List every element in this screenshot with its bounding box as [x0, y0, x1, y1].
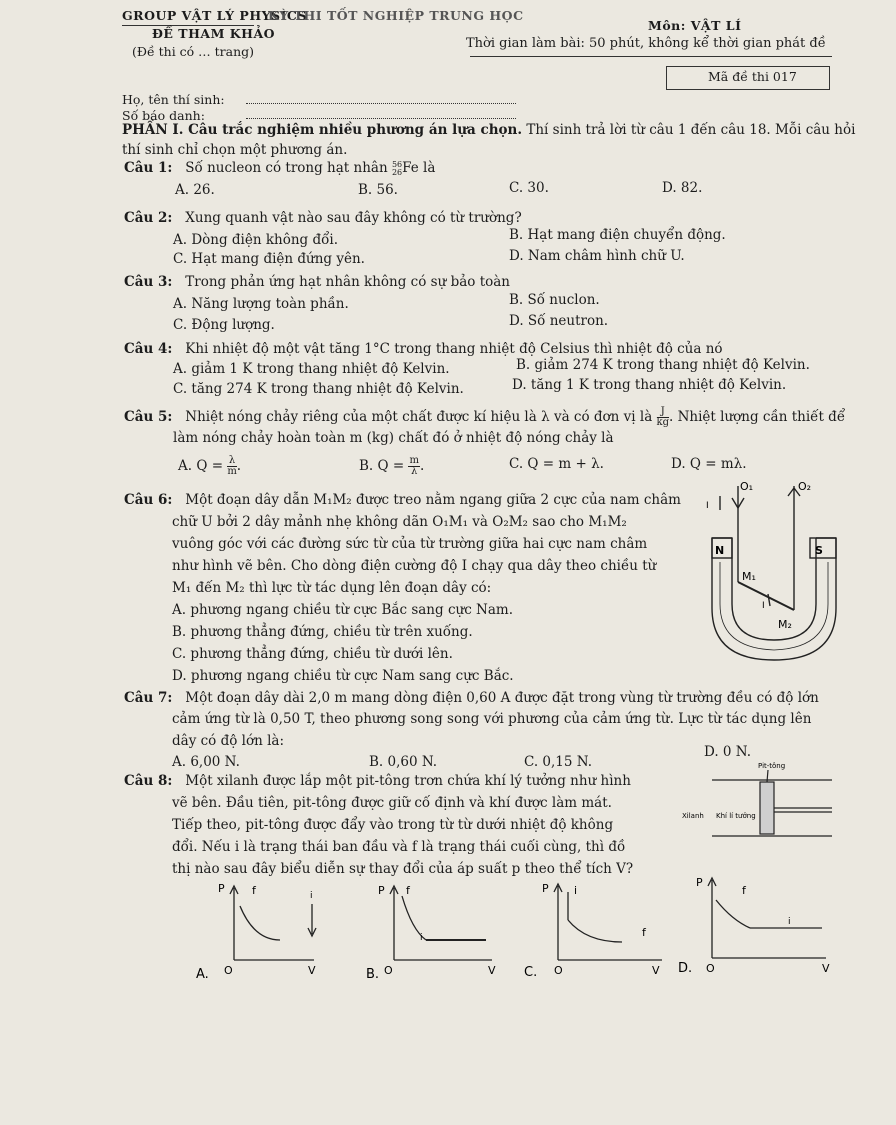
graph-c[interactable]: [522, 880, 682, 980]
q8-stem-4: đổi. Nếu i là trạng thái ban đầu và f là trạng thái cuối cùng, thì đồ: [172, 839, 626, 855]
label-cylinder: Xilanh: [682, 812, 704, 820]
svg-text:f: f: [742, 884, 746, 897]
q6-stem-3: vuông góc với các đường sức từ của từ trường giữa hai cực nam châm: [172, 536, 648, 552]
q2-option-a[interactable]: A. Dòng điện không đổi.: [173, 232, 338, 248]
q4-option-c[interactable]: C. tăng 274 K trong thang nhiệt độ Kelvin.: [173, 381, 464, 397]
name-field: [246, 103, 516, 104]
q7-stem-2: cảm ứng từ là 0,50 T, theo phương song song với phương của cảm ứng từ. Lực từ tác dụng lên: [172, 711, 812, 727]
sbd-field: [246, 118, 516, 119]
q1-option-a[interactable]: A. 26.: [175, 182, 215, 198]
q6-option-b[interactable]: B. phương thẳng đứng, chiều từ trên xuống.: [172, 624, 473, 640]
subject: Môn: VẬT LÍ: [648, 18, 742, 33]
graph-a[interactable]: [196, 882, 336, 982]
q3-option-b[interactable]: B. Số nuclon.: [509, 292, 600, 308]
svg-text:P: P: [218, 882, 225, 895]
svg-text:C.: C.: [524, 965, 538, 980]
reference-label: ĐỀ THAM KHẢO: [152, 26, 276, 41]
svg-text:B.: B.: [366, 967, 380, 982]
svg-text:f: f: [252, 884, 256, 897]
svg-text:P: P: [696, 876, 703, 889]
q6-option-a[interactable]: A. phương ngang chiều từ cực Bắc sang cực Nam.: [172, 602, 514, 618]
q3-option-c[interactable]: C. Động lượng.: [173, 317, 275, 333]
svg-text:V: V: [308, 964, 316, 977]
svg-text:O: O: [554, 964, 563, 977]
q6-stem-5: M₁ đến M₂ thì lực từ tác dụng lên đoạn dây có:: [172, 580, 492, 596]
q5-option-d[interactable]: D. Q = mλ.: [671, 456, 747, 472]
q3-option-a[interactable]: A. Năng lượng toàn phần.: [173, 296, 349, 312]
q8-stem-1: Câu 8: Một xilanh được lắp một pit-tông trơn chứa khí lý tưởng như hình: [124, 773, 631, 789]
u-magnet-figure: [690, 476, 850, 676]
q1-option-c[interactable]: C. 30.: [509, 180, 549, 196]
q5-stem: Câu 5: Nhiệt nóng chảy riêng của một chất được kí hiệu là λ và có đơn vị là $\frac{J}{kg}$ . Nhiệt lượng cần thiết để: [124, 406, 846, 428]
q5-option-b[interactable]: B. Q = $\frac{m}{\lambda}$ .: [359, 455, 425, 477]
q6-option-d[interactable]: D. phương ngang chiều từ cực Nam sang cực Bắc.: [172, 668, 514, 684]
label-piston: Pit-tông: [758, 762, 786, 770]
q4-stem: Câu 4: Khi nhiệt độ một vật tăng 1°C trong thang nhiệt độ Celsius thì nhiệt độ của nó: [124, 341, 723, 357]
time-underline: [470, 56, 832, 57]
q5-option-a[interactable]: A. Q = $\frac{\lambda}{m}$ .: [178, 455, 242, 477]
svg-text:i: i: [310, 891, 313, 901]
q1-option-b[interactable]: B. 56.: [358, 182, 398, 198]
svg-text:i: i: [788, 917, 791, 927]
time-limit: Thời gian làm bài: 50 phút, không kể thời gian phát đề: [466, 36, 826, 51]
svg-text:V: V: [488, 964, 496, 977]
q7-option-d[interactable]: D. 0 N.: [704, 744, 752, 760]
svg-text:O: O: [384, 964, 393, 977]
svg-text:f: f: [642, 926, 646, 939]
svg-text:A.: A.: [196, 967, 209, 982]
q6-option-c[interactable]: C. phương thẳng đứng, chiều từ dưới lên.: [172, 646, 453, 662]
svg-text:P: P: [542, 882, 549, 895]
q5-stem-cont: làm nóng chảy hoàn toàn m (kg) chất đó ở nhiệt độ nóng chảy là: [173, 430, 614, 446]
label-o2: O₂: [798, 480, 812, 493]
q7-stem-1: Câu 7: Một đoạn dây dài 2,0 m mang dòng điện 0,60 A được đặt trong vùng từ trường đều có độ lớn: [124, 690, 819, 706]
q6-stem-1: Câu 6: Một đoạn dây dẫn M₁M₂ được treo nằm ngang giữa 2 cực của nam châm: [124, 492, 681, 508]
q4-option-d[interactable]: D. tăng 1 K trong thang nhiệt độ Kelvin.: [512, 377, 787, 393]
label-m2: M₂: [778, 618, 792, 631]
svg-text:V: V: [652, 964, 660, 977]
q1-stem: Câu 1: Số nucleon có trong hạt nhân 56 26 Fe là: [124, 159, 436, 177]
part1-instruction: thí sinh chỉ chọn một phương án.: [122, 142, 348, 158]
exam-title: KỲ THI TỐT NGHIỆP TRUNG HỌC: [268, 8, 524, 23]
svg-text:O: O: [224, 964, 233, 977]
label-ideal-gas: Khí lí tưởng: [716, 812, 756, 820]
q6-stem-2: chữ U bởi 2 dây mảnh nhẹ không dãn O₁M₁ và O₂M₂ sao cho M₁M₂: [172, 514, 627, 530]
q2-option-d[interactable]: D. Nam châm hình chữ U.: [509, 248, 685, 264]
group-name: GROUP VẬT LÝ PHYSICS: [122, 8, 307, 23]
label-i-wire: I: [762, 601, 765, 611]
q8-stem-2: vẽ bên. Đầu tiên, pit-tông được giữ cố định và khí được làm mát.: [172, 795, 612, 811]
page-count: (Đề thi có … trang): [132, 44, 255, 59]
q7-option-a[interactable]: A. 6,00 N.: [172, 754, 240, 770]
label-i-top: I: [706, 501, 709, 511]
q7-option-c[interactable]: C. 0,15 N.: [524, 754, 593, 770]
q8-stem-5: thị nào sau đây biểu diễn sự thay đổi của áp suất p theo thể tích V?: [172, 861, 634, 877]
exam-code: Mã đề thi 017: [708, 69, 797, 84]
label-o1: O₁: [740, 480, 754, 493]
graph-b[interactable]: [364, 882, 504, 982]
q2-option-c[interactable]: C. Hạt mang điện đứng yên.: [173, 251, 365, 267]
q3-stem: Câu 3: Trong phản ứng hạt nhân không có sự bảo toàn: [124, 274, 510, 290]
svg-text:f: f: [406, 884, 410, 897]
q1-option-d[interactable]: D. 82.: [662, 180, 703, 196]
q5-option-c[interactable]: C. Q = m + λ.: [509, 456, 604, 472]
q3-option-d[interactable]: D. Số neutron.: [509, 313, 609, 329]
svg-text:i: i: [574, 884, 578, 897]
q7-stem-3: dây có độ lớn là:: [172, 733, 284, 749]
cylinder-figure: [664, 760, 844, 850]
q8-stem-3: Tiếp theo, pit-tông được đẩy vào trong từ từ dưới nhiệt độ không: [172, 817, 614, 833]
svg-text:O: O: [706, 962, 715, 975]
graph-d[interactable]: [676, 872, 846, 980]
label-s-pole: S: [815, 544, 823, 557]
sbd-label: Số báo danh:: [122, 108, 205, 123]
q4-option-b[interactable]: B. giảm 274 K trong thang nhiệt độ Kelvin.: [516, 357, 810, 373]
q2-option-b[interactable]: B. Hạt mang điện chuyển động.: [509, 227, 726, 243]
label-n-pole: N: [715, 544, 725, 557]
part1-heading: PHẦN I. Câu trắc nghiệm nhiều phương án lựa chọn. Thí sinh trả lời từ câu 1 đến câu 18. Mỗi câu hỏi: [122, 122, 856, 138]
q4-option-a[interactable]: A. giảm 1 K trong thang nhiệt độ Kelvin.: [173, 361, 450, 377]
name-label: Họ, tên thí sinh:: [122, 92, 225, 107]
svg-text:P: P: [378, 884, 385, 897]
q2-stem: Câu 2: Xung quanh vật nào sau đây không có từ trường?: [124, 210, 522, 226]
label-m1: M₁: [742, 570, 756, 583]
svg-text:D.: D.: [678, 961, 693, 976]
q6-stem-4: như hình vẽ bên. Cho dòng điện cường độ I chạy qua dây theo chiều từ: [172, 558, 657, 574]
q7-option-b[interactable]: B. 0,60 N.: [369, 754, 438, 770]
svg-text:i: i: [420, 933, 423, 943]
svg-text:V: V: [822, 962, 830, 975]
